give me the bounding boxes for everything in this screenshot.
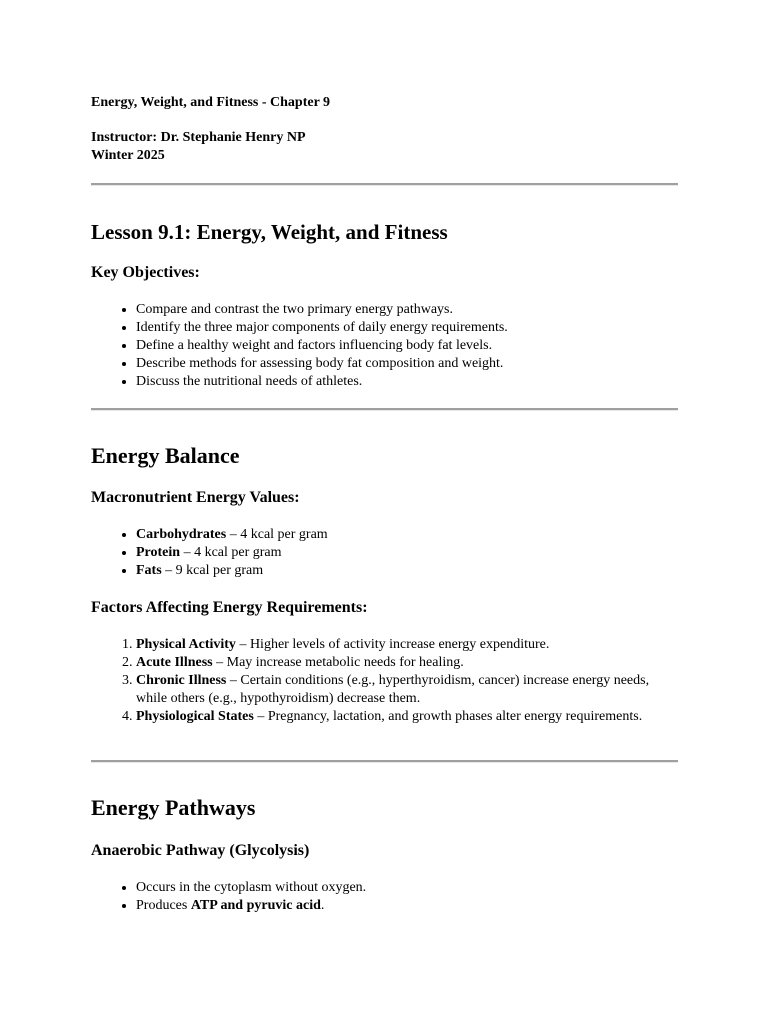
factor-term: Acute Illness: [136, 655, 213, 670]
horizontal-rule: [91, 760, 678, 763]
macro-desc: – 9 kcal per gram: [161, 563, 264, 578]
item-text-end: .: [320, 898, 325, 913]
factor-desc: – Higher levels of activity increase energy expenditure.: [235, 637, 550, 652]
section-title-energy-pathways: Energy Pathways: [91, 795, 256, 820]
horizontal-rule: [91, 183, 678, 186]
factor-desc: – Certain conditions (e.g., hyperthyroidism, cancer) increase energy needs, while others (e.g., hypothyroidism) decrease them.: [136, 673, 650, 706]
factors-heading: Factors Affecting Energy Requirements:: [91, 599, 368, 616]
macro-desc: – 4 kcal per gram: [180, 545, 282, 560]
list-item: [136, 654, 678, 672]
section-title-energy-balance: Energy Balance: [91, 443, 240, 468]
list-item: • Define a healthy weight and factors influencing body fat levels.: [136, 337, 678, 355]
factor-desc: – Pregnancy, lactation, and growth phases alter energy requirements.: [253, 709, 643, 724]
anaerobic-heading: Anaerobic Pathway (Glycolysis): [91, 842, 310, 859]
lesson-title: Lesson 9.1: Energy, Weight, and Fitness: [91, 220, 448, 244]
macro-term: Fats: [136, 563, 162, 578]
factor-term: Physiological States: [136, 709, 254, 724]
list-item: [136, 526, 678, 544]
list-item: [136, 562, 678, 580]
document-title: Energy, Weight, and Fitness - Chapter 9: [91, 95, 331, 110]
item-bold-text: ATP and pyruvic acid: [190, 898, 321, 913]
horizontal-rule: [91, 408, 678, 411]
anaerobic-list: [91, 879, 678, 915]
factor-term: Chronic Illness: [136, 673, 227, 688]
objectives-list: [91, 301, 678, 391]
term-line: Winter 2025: [91, 148, 165, 163]
list-item: [136, 544, 678, 562]
list-item: • Identify the three major components of daily energy requirements.: [136, 319, 678, 337]
list-item: [136, 897, 678, 915]
item-text: Occurs in the cytoplasm without oxygen.: [136, 880, 367, 895]
factor-desc: – May increase metabolic needs for healing.: [212, 655, 464, 670]
objectives-heading: Key Objectives:: [91, 264, 200, 281]
list-item: [136, 708, 678, 726]
macronutrient-heading: Macronutrient Energy Values:: [91, 489, 300, 506]
list-item: [136, 672, 678, 708]
macro-term: Carbohydrates: [136, 527, 227, 542]
macro-term: Protein: [136, 545, 181, 560]
list-item: • Describe methods for assessing body fat composition and weight.: [136, 355, 678, 373]
list-item: [136, 879, 678, 897]
factors-list: [91, 636, 678, 726]
list-item: • Discuss the nutritional needs of athletes.: [136, 373, 678, 391]
instructor-line: Instructor: Dr. Stephanie Henry NP: [91, 130, 306, 145]
factor-term: Physical Activity: [136, 637, 236, 652]
list-item: [136, 636, 678, 654]
macronutrient-list: [91, 526, 678, 580]
item-text: Produces: [136, 898, 191, 913]
list-item: • Compare and contrast the two primary energy pathways.: [136, 301, 678, 319]
macro-desc: – 4 kcal per gram: [226, 527, 328, 542]
